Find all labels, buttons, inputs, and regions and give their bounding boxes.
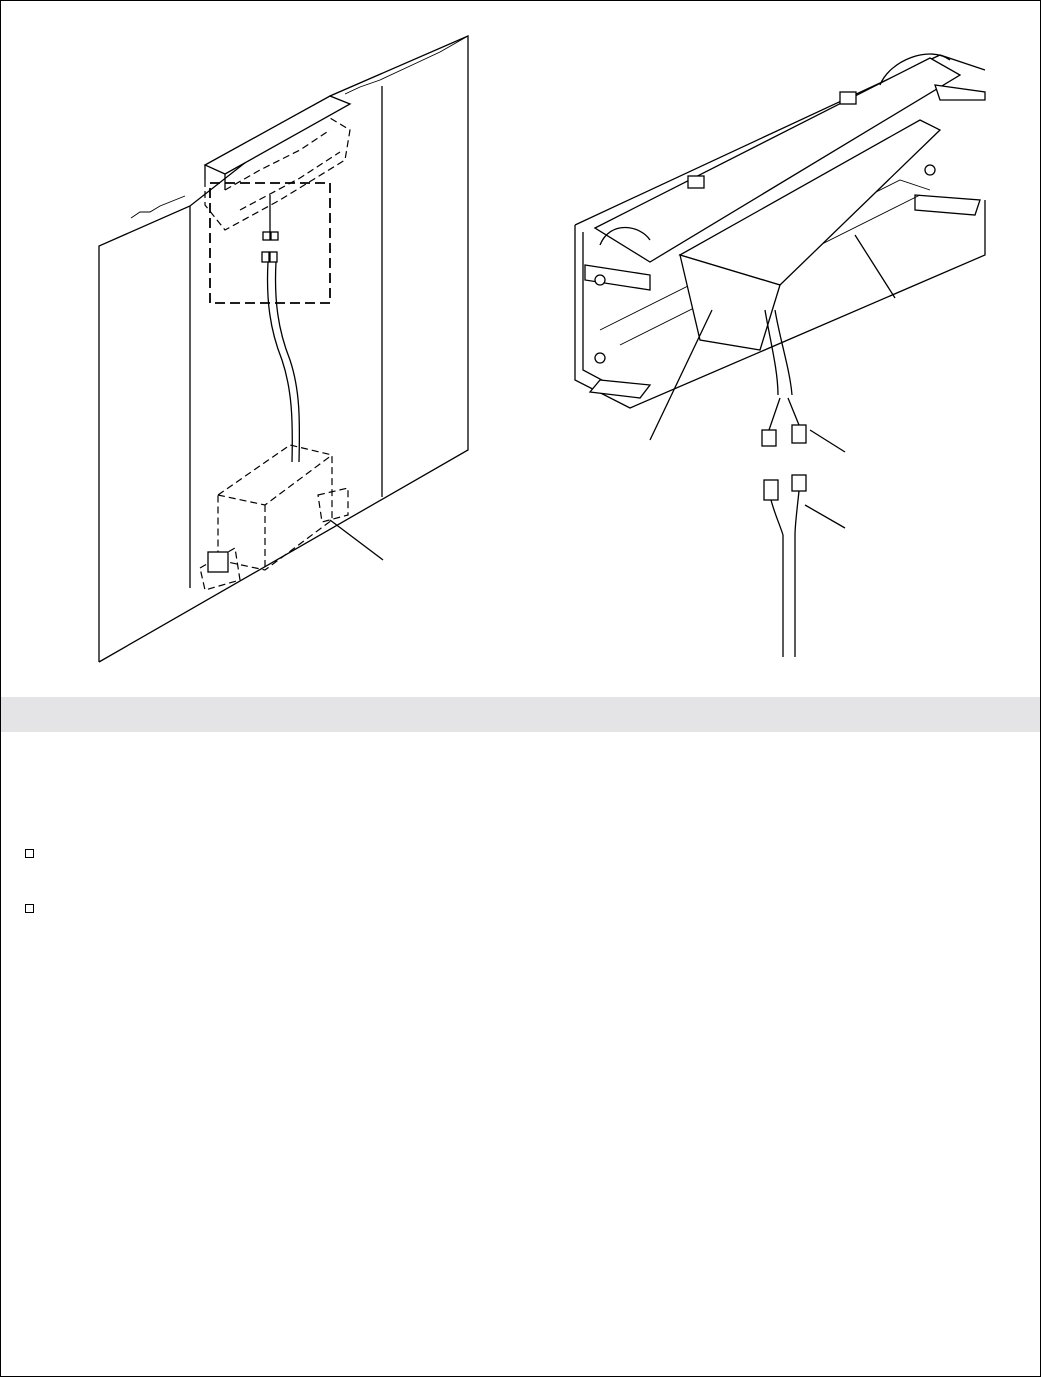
- right-frame-illustration: [575, 54, 985, 657]
- checklist-checkbox[interactable]: [25, 904, 34, 913]
- left-wall-illustration: [99, 36, 468, 662]
- checklist-checkbox[interactable]: [25, 849, 34, 858]
- section-band: [1, 697, 1040, 732]
